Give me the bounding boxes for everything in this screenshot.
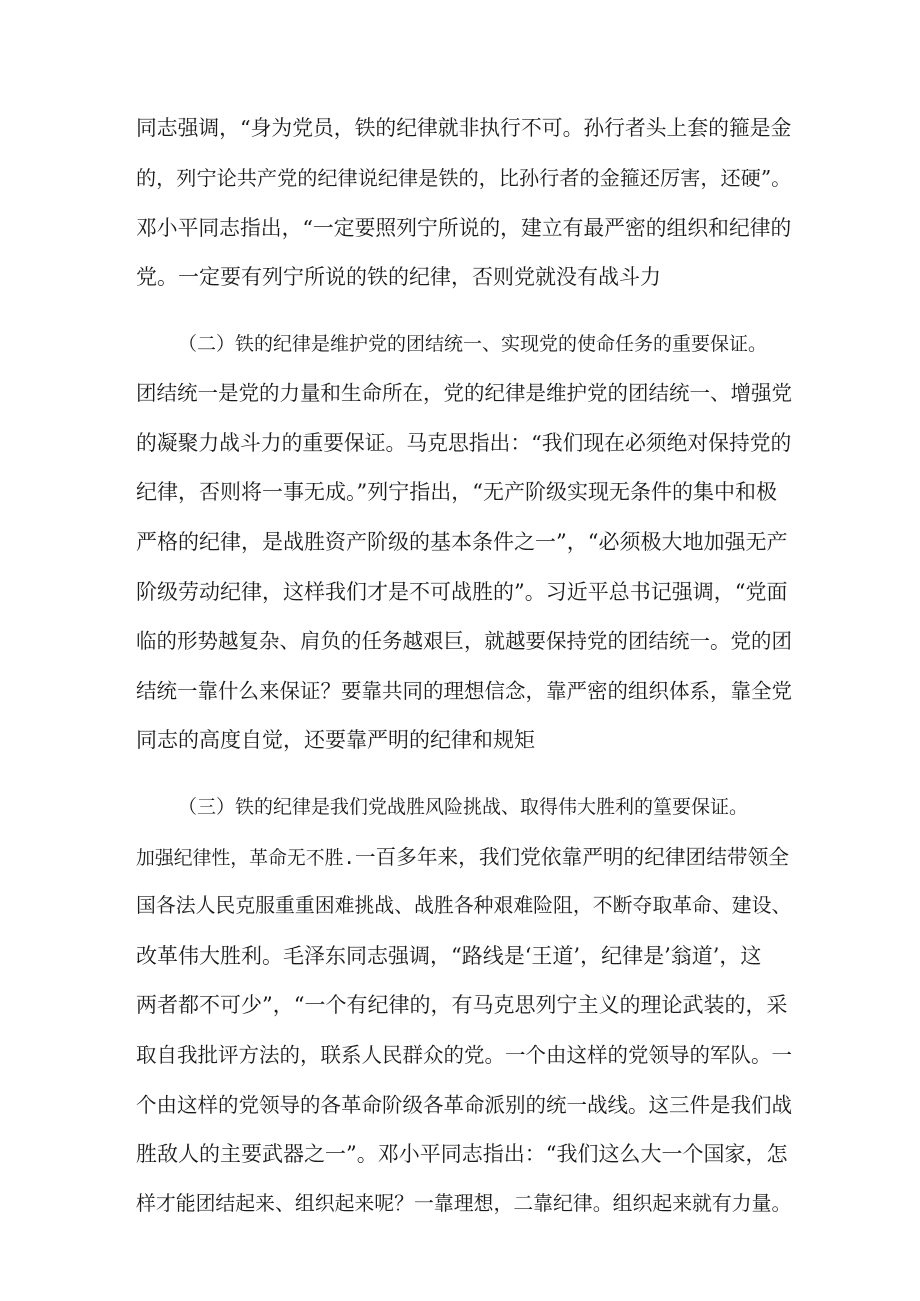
body-line: 的凝聚力战斗力的重要保证。马克思指出：“我们现在必须绝对保持党的: [136, 431, 792, 455]
body-line: 的，列宁论共产党的纪律说纪律是铁的，比孙行者的金箍还厉害，还硬”。: [136, 166, 792, 190]
body-line: 同志的高度自觉，还要靠严明的纪律和规矩: [136, 728, 535, 752]
lead-phrase: 加强纪律性，革命无不胜.: [136, 847, 355, 869]
body-line: 阶级劳动纪律，这样我们才是不可战胜的”。习近平总书记强调，“党面: [136, 580, 788, 604]
body-line: 同志强调，“身为党员，铁的纪律就非执行不可。孙行者头上套的箍是金: [136, 116, 792, 140]
body-line: 个由这样的党领导的各革命阶级各革命派别的统一战线。这三件是我们战: [136, 1093, 792, 1117]
body-line: 改革伟大胜利。毛泽东同志强调，“路线是‘王道’，纪律是’翁道’，这: [136, 944, 762, 968]
body-line: [136, 843, 789, 872]
body-line: 胜敌人的主要武器之一”。邓小平同志指出：“我们这么大一个国家，怎: [136, 1142, 788, 1166]
body-line: 党。一定要有列宁所说的铁的纪律，否则党就没有战斗力: [136, 265, 661, 289]
body-line: 临的形势越复杂、肩负的任务越艰巨，就越要保持党的团结统一。党的团: [136, 629, 792, 653]
body-line: 严格的纪律，是战胜资产阶级的基本条件之一”，“必须极大地加强无产: [136, 530, 788, 554]
body-line: 纪律，否则将一事无成。”列宁指出，“无产阶级实现无条件的集中和极: [136, 480, 777, 504]
line-rest: 一百多年来，我们党依靠严明的纪律团结带领全: [354, 845, 789, 869]
body-line: 结统一靠什么来保证？要靠共同的理想信念，靠严密的组织体系，靠全党: [136, 679, 792, 703]
section-heading: （二）铁的纪律是维护党的团结统一、实现党的使命任务的重要保证。: [178, 333, 768, 355]
body-line: 国各法人民克服重重困难挑战、战胜各种艰难险阻，不断夺取革命、建设、: [136, 894, 792, 917]
body-line: 取自我批评方法的，联系人民群众的党。一个由这样的党领导的军队。一: [136, 1043, 792, 1067]
body-line: 两者都不可少”，“一个有纪律的，有马克思列宁主义的理论武装的，采: [136, 993, 788, 1017]
body-line: 样才能团结起来、组织起来呢？一靠理想，二靠纪律。组织起来就有力量。: [136, 1192, 792, 1215]
body-line: 团结统一是党的力量和生命所在，党的纪律是维护党的团结统一、增强党: [136, 381, 792, 405]
section-heading: （三）铁的纪律是我们党战胜风险挑战、取得伟大胜利的篁要保证。: [178, 796, 749, 818]
body-line: 邓小平同志指出，“一定要照列宁所说的，建立有最严密的组织和纪律的: [136, 216, 792, 240]
